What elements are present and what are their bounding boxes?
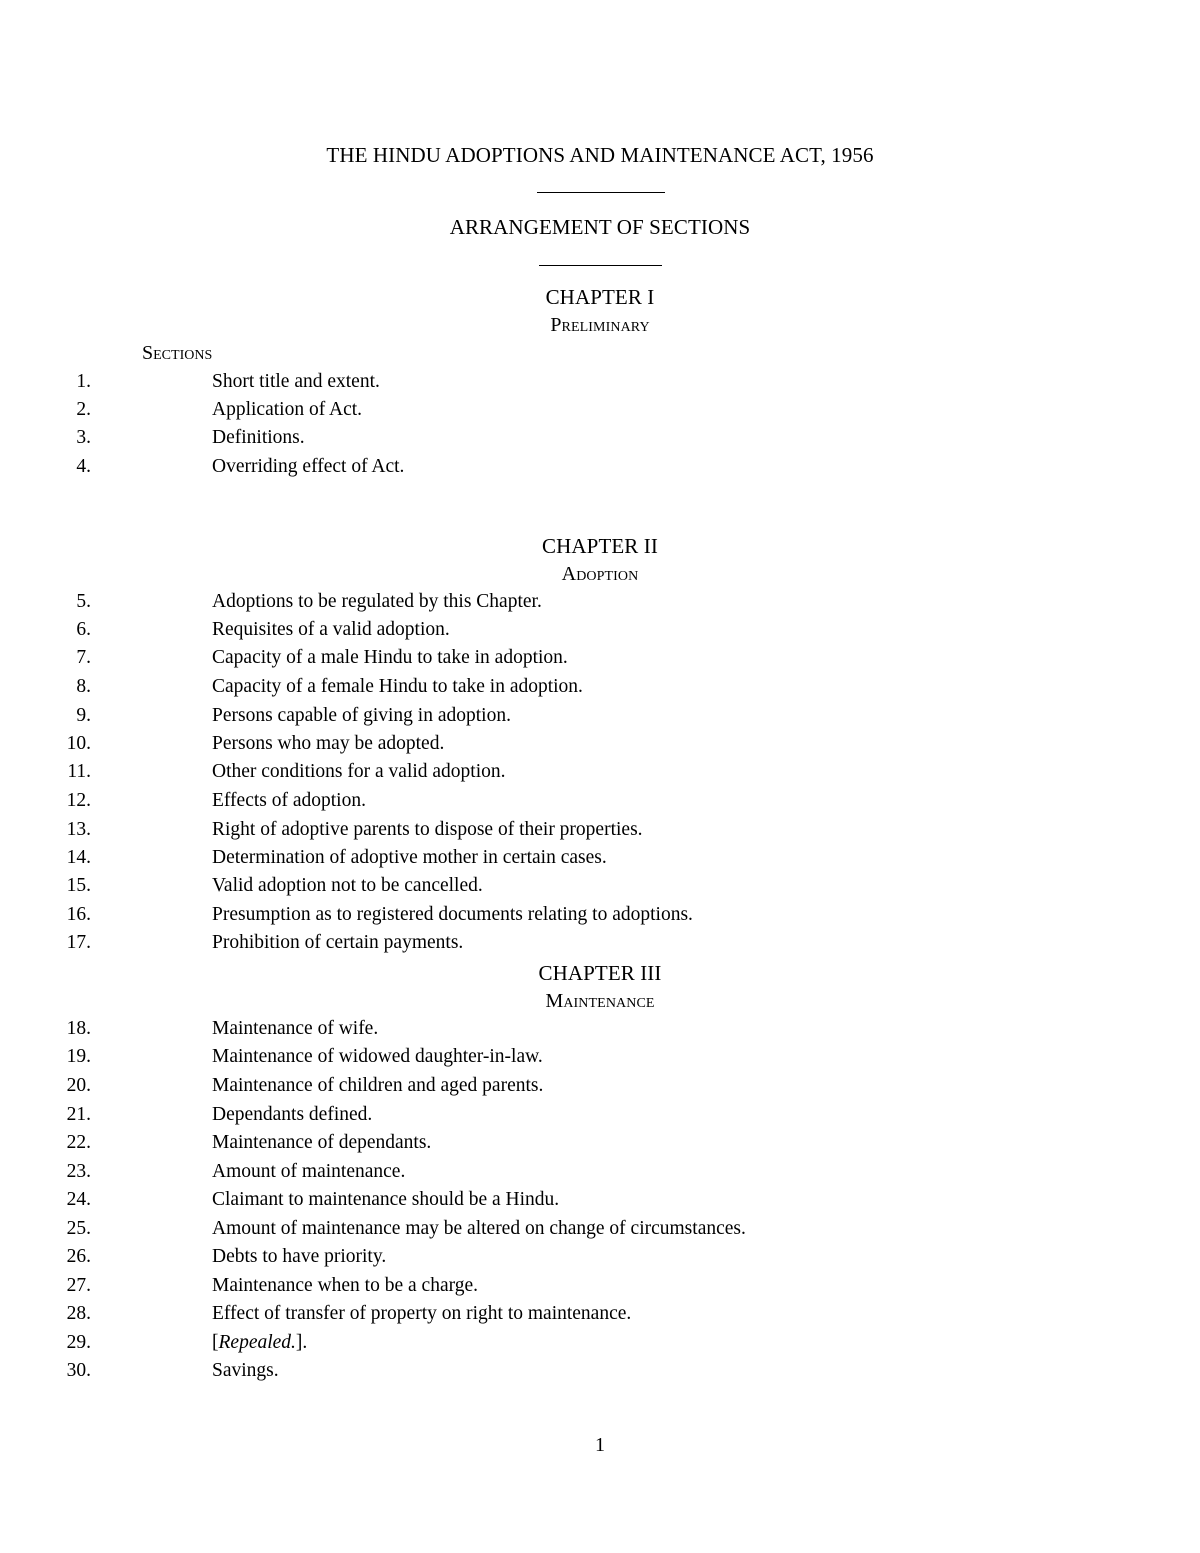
section-item xyxy=(0,397,1100,423)
section-item xyxy=(0,1044,1100,1070)
section-title: Effect of transfer of property on right to maintenance. xyxy=(212,1303,632,1324)
document-subtitle: ARRANGEMENT OF SECTIONS xyxy=(449,215,751,239)
section-title: Short title and extent. xyxy=(212,371,380,392)
section-title: Determination of adoptive mother in certain cases. xyxy=(212,847,607,868)
section-item xyxy=(0,617,1100,643)
section-title: Right of adoptive parents to dispose of their properties. xyxy=(212,819,643,840)
section-item xyxy=(0,759,1100,785)
chapter-1-heading: CHAPTER I xyxy=(545,285,655,309)
section-title: Maintenance of dependants. xyxy=(212,1132,432,1153)
section-item xyxy=(0,930,1100,956)
chapter-2-name: Adoption xyxy=(561,563,639,585)
sections-label: Sections xyxy=(142,342,213,364)
section-number: 7. xyxy=(76,647,91,668)
section-title: Maintenance of widowed daughter-in-law. xyxy=(212,1046,543,1067)
section-title: Dependants defined. xyxy=(212,1104,373,1125)
section-item xyxy=(0,788,1100,814)
section-number: 28. xyxy=(66,1303,91,1324)
section-item xyxy=(0,1358,1100,1384)
section-title: Capacity of a female Hindu to take in adoption. xyxy=(212,676,583,697)
section-item xyxy=(0,1216,1100,1242)
section-item xyxy=(0,817,1100,843)
section-item xyxy=(0,703,1100,729)
subtitle-divider xyxy=(539,265,662,266)
section-number: 29. xyxy=(66,1332,91,1353)
section-item xyxy=(0,873,1100,899)
chapter-1-name: Preliminary xyxy=(550,314,650,336)
section-item xyxy=(0,845,1100,871)
section-item xyxy=(0,1130,1100,1156)
section-title: Adoptions to be regulated by this Chapter. xyxy=(212,591,542,612)
chapter-2-heading: CHAPTER II xyxy=(542,534,658,558)
section-number: 11. xyxy=(67,761,91,782)
section-title: Maintenance of children and aged parents. xyxy=(212,1075,544,1096)
section-title: Application of Act. xyxy=(212,399,363,420)
section-number: 10. xyxy=(66,733,91,754)
section-number: 21. xyxy=(66,1104,91,1125)
section-item xyxy=(0,645,1100,671)
section-item xyxy=(0,1330,1100,1356)
repealed-bracket-open: [ xyxy=(212,1332,219,1353)
section-number: 18. xyxy=(66,1018,91,1039)
section-number: 20. xyxy=(66,1075,91,1096)
section-item xyxy=(0,731,1100,757)
section-title: Savings. xyxy=(212,1360,279,1381)
section-number: 17. xyxy=(66,932,91,953)
section-item xyxy=(0,425,1100,451)
section-number: 24. xyxy=(66,1189,91,1210)
section-number: 6. xyxy=(76,619,91,640)
section-number: 8. xyxy=(76,676,91,697)
section-number: 3. xyxy=(76,427,91,448)
section-title: Debts to have priority. xyxy=(212,1246,387,1267)
section-title: Maintenance of wife. xyxy=(212,1018,379,1039)
section-title: Effects of adoption. xyxy=(212,790,366,811)
section-item xyxy=(0,1016,1100,1042)
section-item xyxy=(0,674,1100,700)
section-title: Persons who may be adopted. xyxy=(212,733,445,754)
section-item xyxy=(0,1159,1100,1185)
section-number: 22. xyxy=(66,1132,91,1153)
section-number: 27. xyxy=(66,1275,91,1296)
document-title: THE HINDU ADOPTIONS AND MAINTENANCE ACT, 1956 xyxy=(326,143,874,167)
section-item xyxy=(0,1187,1100,1213)
section-number: 16. xyxy=(66,904,91,925)
section-title: Prohibition of certain payments. xyxy=(212,932,464,953)
section-title xyxy=(212,1330,307,1356)
section-number: 12. xyxy=(66,790,91,811)
section-item xyxy=(0,1273,1100,1299)
section-item xyxy=(0,589,1100,615)
section-title: Presumption as to registered documents relating to adoptions. xyxy=(212,904,693,925)
section-number: 2. xyxy=(76,399,91,420)
section-number: 23. xyxy=(66,1161,91,1182)
section-number: 19. xyxy=(66,1046,91,1067)
page-number: 1 xyxy=(595,1434,605,1456)
section-number: 14. xyxy=(66,847,91,868)
section-title: Claimant to maintenance should be a Hindu. xyxy=(212,1189,560,1210)
section-number: 30. xyxy=(66,1360,91,1381)
section-item xyxy=(0,454,1100,480)
section-title: Valid adoption not to be cancelled. xyxy=(212,875,483,896)
section-title: Amount of maintenance. xyxy=(212,1161,406,1182)
section-number: 15. xyxy=(66,875,91,896)
section-item xyxy=(0,369,1100,395)
section-title: Requisites of a valid adoption. xyxy=(212,619,450,640)
section-title: Maintenance when to be a charge. xyxy=(212,1275,479,1296)
section-item xyxy=(0,902,1100,928)
section-title: Overriding effect of Act. xyxy=(212,456,405,477)
repealed-text: Repealed. xyxy=(218,1332,296,1353)
section-number: 9. xyxy=(76,705,91,726)
chapter-3-heading: CHAPTER III xyxy=(538,961,662,985)
section-item xyxy=(0,1073,1100,1099)
title-divider xyxy=(537,192,665,193)
section-number: 5. xyxy=(76,591,91,612)
section-title: Other conditions for a valid adoption. xyxy=(212,761,506,782)
section-title: Capacity of a male Hindu to take in adoption. xyxy=(212,647,568,668)
section-item xyxy=(0,1301,1100,1327)
repealed-bracket-close: ]. xyxy=(295,1332,308,1353)
section-number: 1. xyxy=(76,371,91,392)
section-number: 25. xyxy=(66,1218,91,1239)
section-item xyxy=(0,1244,1100,1270)
section-title: Amount of maintenance may be altered on change of circumstances. xyxy=(212,1218,746,1239)
section-item xyxy=(0,1102,1100,1128)
section-number: 26. xyxy=(66,1246,91,1267)
section-title: Definitions. xyxy=(212,427,305,448)
section-title: Persons capable of giving in adoption. xyxy=(212,705,511,726)
section-number: 4. xyxy=(76,456,91,477)
section-number: 13. xyxy=(66,819,91,840)
chapter-3-name: Maintenance xyxy=(545,990,655,1012)
